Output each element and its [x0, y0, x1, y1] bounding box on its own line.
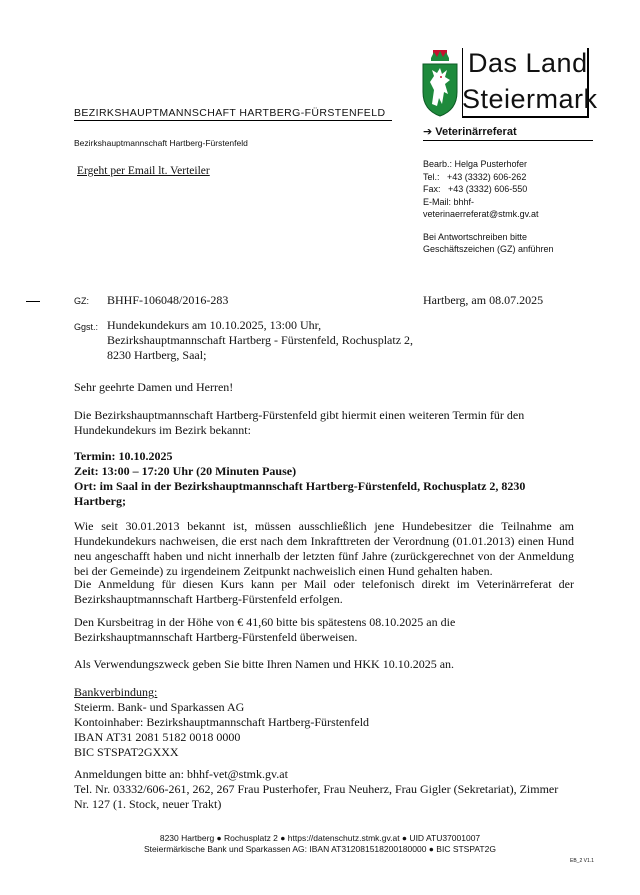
coat-of-arms-logo	[420, 46, 460, 118]
bank-name: Steierm. Bank- und Sparkassen AG	[74, 700, 245, 714]
salutation: Sehr geehrte Damen und Herren!	[74, 380, 234, 394]
footer-address: 8230 Hartberg ● Rochusplatz 2 ● https://datenschutz.stmk.gv.at ● UID ATU37001007	[159, 833, 481, 843]
subject-value	[107, 318, 413, 363]
email-label: E-Mail: bhhf-	[423, 196, 475, 207]
registration-paragraph: Die Anmeldung für diesen Kurs kann per Mail oder telefonisch direkt im Veterinärreferat der Bezirkshauptmannschaft Hartberg-Fürstenfeld erfolgen.	[74, 577, 574, 606]
contact-block	[423, 158, 588, 221]
fee-paragraph: Den Kursbeitrag in der Höhe von € 41,60 bitte bis spätestens 08.10.2025 an die Bezirkshauptmannschaft Hartberg-Fürstenfeld überweisen.	[74, 615, 456, 644]
letter-date: Hartberg, am 08.07.2025	[423, 293, 544, 307]
phone-number: Tel.: +43 (3332) 606-262	[423, 171, 527, 182]
registration-contact	[74, 767, 564, 812]
department-label	[423, 125, 593, 141]
reply-hint-line2: Geschäftszeichen (GZ) anführen	[423, 244, 554, 254]
fold-mark	[26, 301, 40, 302]
footer-bank: Steiermärkische Bank und Sparkassen AG: IBAN AT312081518200180000 ● BIC STSPAT2G	[144, 844, 496, 854]
bank-holder: Kontoinhaber: Bezirkshauptmannschaft Hartberg-Fürstenfeld	[74, 715, 370, 729]
intro-paragraph: Die Bezirkshauptmannschaft Hartberg-Fürstenfeld gibt hiermit einen weiteren Termin für den Hundekundekurs im Bezirk bekannt:	[74, 408, 525, 437]
bank-bic: BIC STSPAT2GXXX	[74, 745, 179, 759]
authority-subheading: Bezirkshauptmannschaft Hartberg-Fürstenfeld	[74, 138, 248, 148]
logo-text-line2: Steiermark	[462, 84, 598, 114]
subject-label: Ggst.:	[74, 322, 99, 332]
registration-phone: Tel. Nr. 03332/606-261, 262, 267 Frau Pusterhofer, Frau Neuherz, Frau Gigler (Sekretariat), Zimmer Nr. 127 (1. Stock, neuer Trakt)	[74, 782, 559, 811]
payment-reference: Als Verwendungszweck geben Sie bitte Ihren Namen und HKK 10.10.2025 an.	[74, 657, 455, 671]
event-location: Ort: im Saal in der Bezirkshauptmannschaft Hartberg-Fürstenfeld, Rochusplatz 2, 8230 Hartberg;	[74, 479, 526, 508]
arrow-right-icon: ➔	[423, 126, 433, 138]
subject-line1: Hundekundekurs am 10.10.2025, 13:00 Uhr,	[107, 318, 322, 332]
bank-heading: Bankverbindung:	[74, 685, 158, 699]
department-name: Veterinärreferat	[435, 126, 517, 138]
bank-iban: IBAN AT31 2081 5182 0018 0000	[74, 730, 241, 744]
clerk-name: Bearb.: Helga Pusterhofer	[423, 159, 528, 169]
subject-line3: 8230 Hartberg, Saal;	[107, 348, 207, 362]
authority-heading: BEZIRKSHAUPTMANNSCHAFT HARTBERG-FÜRSTENFELD	[74, 107, 392, 121]
recipient-line: Ergeht per Email lt. Verteiler	[77, 165, 210, 177]
gz-label: GZ:	[74, 296, 89, 306]
fax-number: Fax: +43 (3332) 606-550	[423, 184, 528, 194]
reply-hint-line1: Bei Antwortschreiben bitte	[423, 232, 528, 242]
registration-email: Anmeldungen bitte an: bhhf-vet@stmk.gv.at	[74, 767, 288, 781]
logo-text-line1: Das Land	[468, 48, 588, 78]
event-date: Termin: 10.10.2025	[74, 449, 173, 463]
subject-line2: Bezirkshauptmannschaft Hartberg - Fürstenfeld, Rochusplatz 2,	[107, 333, 414, 347]
eligibility-paragraph: Wie seit 30.01.2013 bekannt ist, müssen ausschließlich jene Hundebesitzer die Teilnahme am Hundekundekurs nachweisen, die erst nach dem Inkrafttreten der Verordnung (01.01.2013) einen Hund neu angeschafft haben und nicht innerhalb der letzten fünf Jahre (zurückgerechnet von der Anmeldung bei der Gemeinde) zu irgendeinem Zeitpunkt nachweislich einen Hund gehalten haben.	[74, 519, 574, 578]
event-time: Zeit: 13:00 – 17:20 Uhr (20 Minuten Pause)	[74, 464, 297, 478]
event-details	[74, 449, 574, 509]
reply-hint	[423, 231, 588, 255]
footer	[0, 833, 640, 855]
bank-details	[74, 685, 574, 760]
gz-value: BHHF-106048/2016-283	[107, 293, 229, 307]
email-address: veterinaerreferat@stmk.gv.at	[423, 209, 539, 219]
form-code: EB_2 V1.1	[570, 858, 594, 864]
